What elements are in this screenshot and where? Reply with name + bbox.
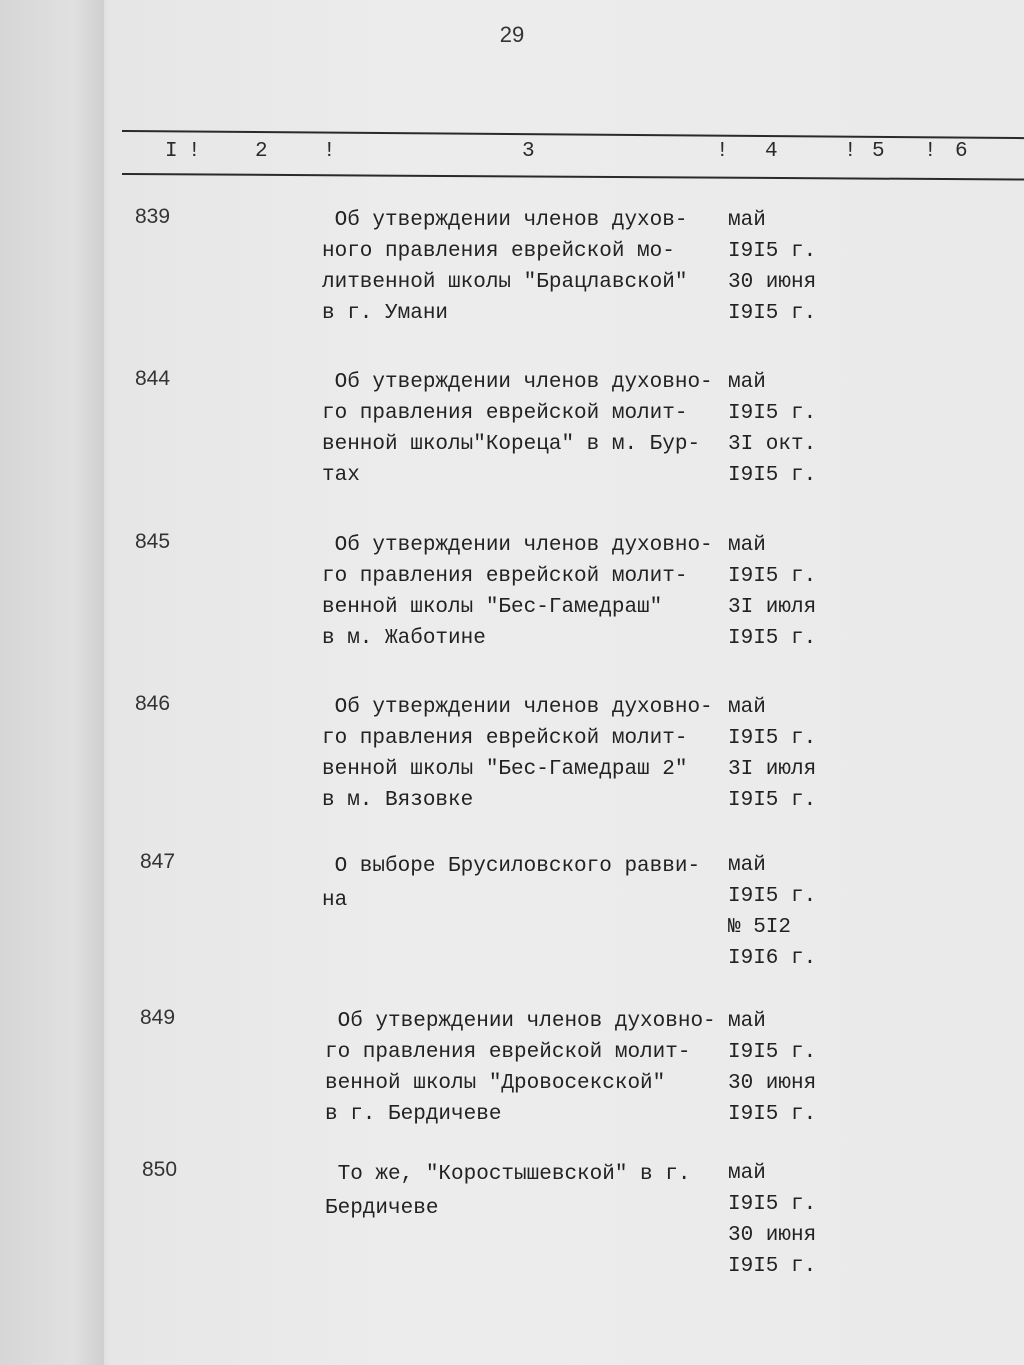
date-line: I9I5 г. xyxy=(728,885,817,908)
description-line: Об утверждении членов духовно- xyxy=(322,534,713,557)
date-line: май xyxy=(728,1010,766,1033)
entry-dates xyxy=(728,850,838,974)
column-separator: ! xyxy=(323,140,336,163)
description-line: венной школы "Бес-Гамедраш 2" xyxy=(322,758,688,781)
description-line: в м. Вязовке xyxy=(322,789,474,812)
previous-page-edge xyxy=(0,0,104,1365)
description-line: Об утверждении членов духов- xyxy=(322,209,688,232)
date-line: I9I5 г. xyxy=(728,1255,817,1278)
date-line: I9I5 г. xyxy=(728,402,817,425)
entry-description xyxy=(322,205,722,329)
date-line: I9I6 г. xyxy=(728,947,817,970)
entry-dates xyxy=(728,1158,838,1282)
date-line: I9I5 г. xyxy=(728,240,817,263)
date-line: I9I5 г. xyxy=(728,302,817,325)
date-line: I9I5 г. xyxy=(728,1193,817,1216)
description-line: Бердичеве xyxy=(325,1197,439,1220)
entry-number: 846 xyxy=(135,692,171,715)
date-line: 30 июня xyxy=(728,271,817,294)
entry-description xyxy=(322,692,722,816)
column-header-1: I xyxy=(165,140,178,163)
description-line: тах xyxy=(322,464,360,487)
date-line: 3I июля xyxy=(728,596,817,619)
description-line: го правления еврейской молит- xyxy=(322,402,688,425)
date-line: № 5I2 xyxy=(728,916,792,939)
column-header-5: 5 xyxy=(872,140,885,163)
date-line: май xyxy=(728,534,766,557)
entry-dates xyxy=(728,692,838,816)
date-line: I9I5 г. xyxy=(728,1103,817,1126)
description-line: го правления еврейской молит- xyxy=(322,727,688,750)
date-line: I9I5 г. xyxy=(728,1041,817,1064)
entry-number: 845 xyxy=(135,530,171,553)
date-line: май xyxy=(728,854,766,877)
description-line: венной школы"Кореца" в м. Бур- xyxy=(322,433,701,456)
table-column-header xyxy=(0,140,1024,170)
description-line: в м. Жаботине xyxy=(322,627,486,650)
entry-dates xyxy=(728,205,838,329)
entry-number: 839 xyxy=(135,205,171,228)
date-line: май xyxy=(728,1162,766,1185)
description-line: го правления еврейской молит- xyxy=(325,1041,691,1064)
description-line: Об утверждении членов духовно- xyxy=(322,371,713,394)
entry-description xyxy=(325,1006,725,1130)
description-line: О выборе Брусиловского равви- xyxy=(322,855,701,878)
entry-number: 844 xyxy=(135,367,171,390)
column-header-4: 4 xyxy=(765,140,778,163)
description-line: литвенной школы "Брацлавской" xyxy=(322,271,688,294)
date-line: 30 июня xyxy=(728,1072,817,1095)
date-line: 3I окт. xyxy=(728,433,817,456)
entry-dates xyxy=(728,367,838,491)
entry-dates xyxy=(728,530,838,654)
column-separator: ! xyxy=(924,140,937,163)
entry-number: 849 xyxy=(140,1006,176,1029)
date-line: май xyxy=(728,371,766,394)
date-line: май xyxy=(728,209,766,232)
entry-description xyxy=(322,367,722,491)
description-line: То же, "Коростышевской" в г. xyxy=(325,1163,691,1186)
entry-dates xyxy=(728,1006,838,1130)
column-header-3: 3 xyxy=(522,140,535,163)
description-line: ного правления еврейской мо- xyxy=(322,240,675,263)
description-line: Об утверждении членов духовно- xyxy=(325,1010,716,1033)
entry-number: 847 xyxy=(140,850,176,873)
column-separator: ! xyxy=(716,140,729,163)
column-header-6: 6 xyxy=(955,140,968,163)
description-line: на xyxy=(322,889,348,912)
description-line: венной школы "Дровосекской" xyxy=(325,1072,666,1095)
column-separator: ! xyxy=(844,140,857,163)
date-line: I9I5 г. xyxy=(728,464,817,487)
description-line: в г. Бердичеве xyxy=(325,1103,502,1126)
date-line: 3I июля xyxy=(728,758,817,781)
date-line: I9I5 г. xyxy=(728,789,817,812)
page-number: 29 xyxy=(499,22,525,47)
date-line: I9I5 г. xyxy=(728,727,817,750)
description-line: Об утверждении членов духовно- xyxy=(322,696,713,719)
entry-number: 850 xyxy=(142,1158,178,1181)
description-line: венной школы "Бес-Гамедраш" xyxy=(322,596,663,619)
description-line: в г. Умани xyxy=(322,302,449,325)
column-header-2: 2 xyxy=(255,140,268,163)
entry-description xyxy=(325,1158,725,1226)
description-line: го правления еврейской молит- xyxy=(322,565,688,588)
date-line: I9I5 г. xyxy=(728,627,817,650)
date-line: 30 июня xyxy=(728,1224,817,1247)
date-line: май xyxy=(728,696,766,719)
column-separator: ! xyxy=(188,140,201,163)
date-line: I9I5 г. xyxy=(728,565,817,588)
entry-description xyxy=(322,530,722,654)
entry-description xyxy=(322,850,722,918)
